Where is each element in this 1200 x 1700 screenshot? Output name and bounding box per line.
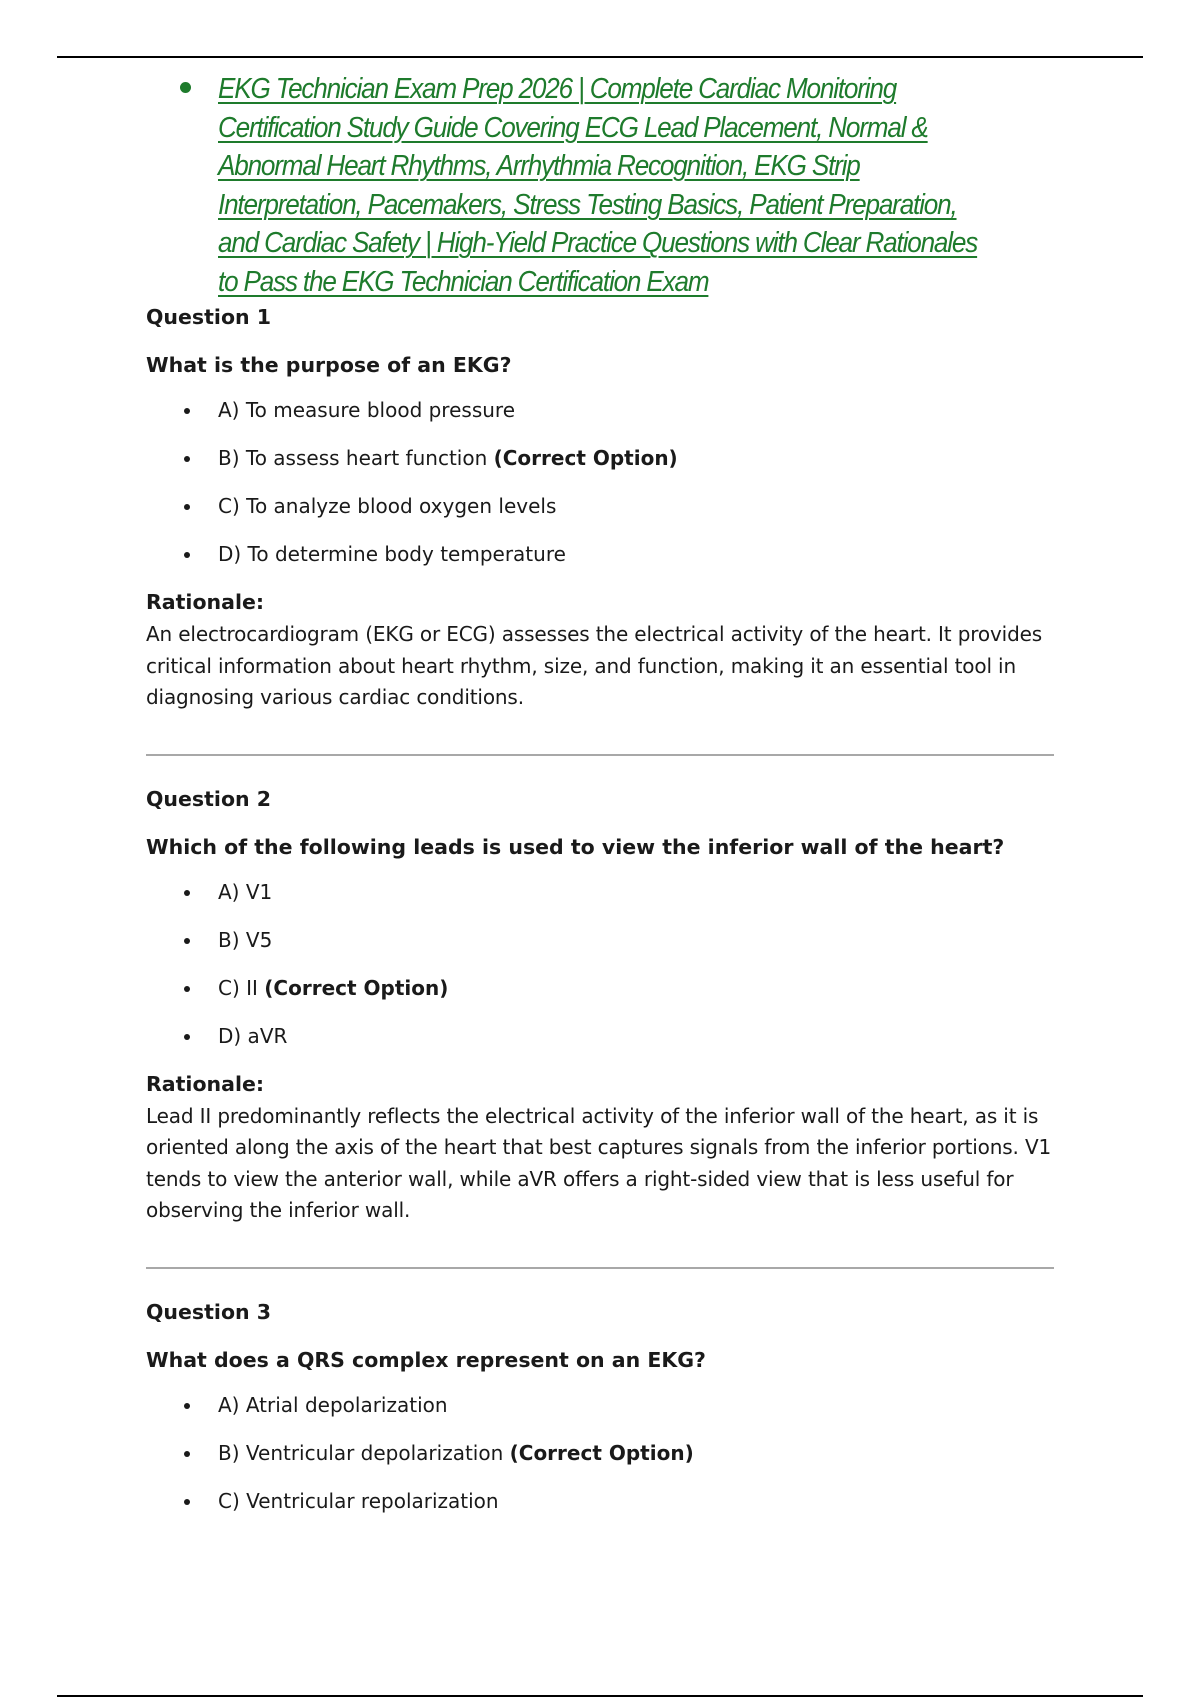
option-c	[146, 491, 1066, 521]
bullet	[184, 1499, 190, 1505]
option-b	[146, 443, 1066, 473]
option-list	[146, 877, 1066, 1051]
option-text: B) To assess heart function	[218, 446, 494, 470]
option-list	[146, 395, 1066, 569]
correct-tag: (Correct Option)	[493, 446, 678, 470]
bullet	[184, 456, 190, 462]
option-d	[146, 1021, 1066, 1051]
option-text: A) To measure blood pressure	[218, 398, 516, 422]
rationale-label: Rationale:	[146, 1071, 265, 1096]
bullet	[184, 1451, 190, 1457]
question-text: What is the purpose of an EKG?	[146, 353, 512, 377]
question-content	[146, 302, 1066, 1534]
option-c	[146, 1486, 1066, 1516]
question-label: Question 3	[146, 1299, 272, 1324]
section-divider	[146, 1267, 1054, 1269]
option-list	[146, 1390, 1066, 1516]
bullet	[184, 1403, 190, 1409]
question-label: Question 2	[146, 786, 272, 811]
question-1	[146, 302, 1066, 714]
option-a	[146, 395, 1066, 425]
bullet	[184, 938, 190, 944]
question-text: Which of the following leads is used to view the inferior wall of the heart?	[146, 834, 1005, 859]
correct-tag: (Correct Option)	[509, 1440, 694, 1465]
question-3	[146, 1297, 1066, 1516]
question-2	[146, 784, 1066, 1227]
option-text: D) aVR	[218, 1023, 288, 1048]
top-rule	[57, 56, 1143, 58]
rationale-text: An electrocardiogram (EKG or ECG) assesses the electrical activity of the heart. It provides critical information about heart rhythm, size, and function, making it an essential tool in diagnosing various cardiac conditions.	[146, 622, 1043, 709]
option-text: C) To analyze blood oxygen levels	[218, 494, 557, 518]
option-d	[146, 539, 1066, 569]
bullet	[184, 1034, 190, 1040]
option-text: B) V5	[218, 927, 273, 952]
bullet	[184, 504, 190, 510]
option-a	[146, 1390, 1066, 1420]
question-text: What does a QRS complex represent on an EKG?	[146, 1347, 706, 1372]
bullet	[184, 890, 190, 896]
option-text: D) To determine body temperature	[218, 542, 566, 566]
bullet	[184, 986, 190, 992]
bullet	[184, 408, 190, 414]
option-text: B) Ventricular depolarization	[218, 1440, 510, 1465]
option-text: A) Atrial depolarization	[218, 1392, 448, 1417]
question-label: Question 1	[146, 305, 272, 329]
option-text: C) II	[218, 975, 265, 1000]
option-c	[146, 973, 1066, 1003]
correct-tag: (Correct Option)	[264, 975, 449, 1000]
rationale-label: Rationale:	[146, 590, 265, 614]
option-text: A) V1	[218, 879, 273, 904]
option-a	[146, 877, 1066, 907]
bottom-rule	[57, 1695, 1143, 1697]
option-b	[146, 1438, 1066, 1468]
option-text: C) Ventricular repolarization	[218, 1488, 499, 1513]
rationale-text: Lead II predominantly reflects the electrical activity of the inferior wall of the heart, as it is oriented along the axis of the heart that best captures signals from the inferior portions. V1 tends to view the anterior wall, while aVR offers a right-sided view that is less useful for observing the inferior wall.	[146, 1103, 1052, 1222]
title-link[interactable]: EKG Technician Exam Prep 2026 | Complete Cardiac Monitoring Certification Study Guide Covering ECG Lead Placement, Normal & Abnormal Heart Rhythms, Arrhythmia Recognition, EKG Strip Interpretation, Pacemakers, Stress Testing Basics, Patient Preparation, and Cardiac Safety | High-Yield Practice Questions with Clear Rationales to Pass the EKG Technician Certification Exam	[218, 73, 978, 298]
bullet	[184, 552, 190, 558]
title-bullet	[180, 82, 191, 93]
option-b	[146, 925, 1066, 955]
section-divider	[146, 754, 1054, 756]
